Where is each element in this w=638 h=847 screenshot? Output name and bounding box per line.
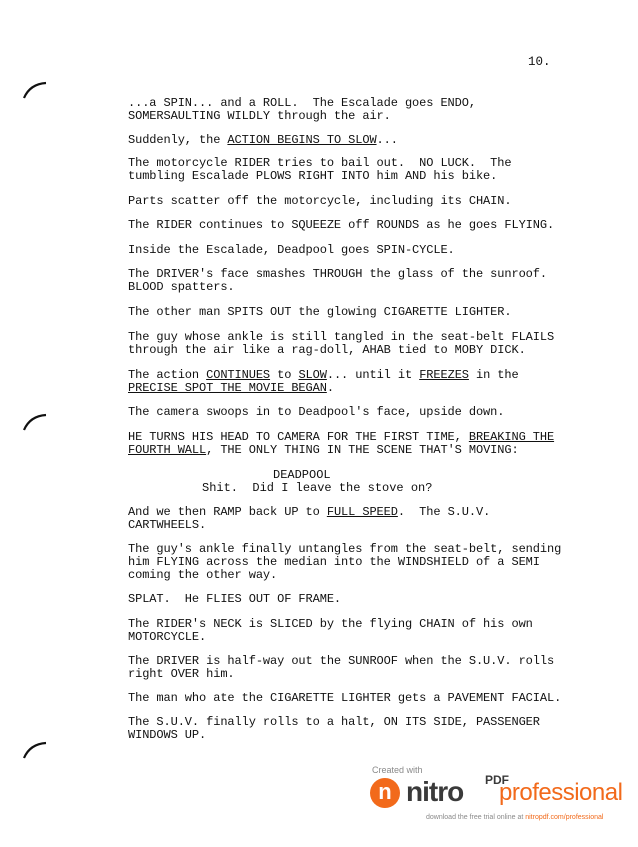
action-paragraph: [128, 593, 578, 606]
created-with-label: Created with: [372, 765, 423, 775]
action-paragraph: [128, 195, 578, 208]
action-paragraph: [128, 655, 578, 681]
text-run: The man who ate the CIGARETTE LIGHTER gets a PAVEMENT FACIAL.: [128, 691, 562, 705]
text-run: Inside the Escalade, Deadpool goes SPIN-CYCLE.: [128, 243, 455, 257]
text-run: And we then RAMP back UP to: [128, 505, 327, 519]
text-run: The guy whose ankle is still tangled in the seat-belt FLAILS through the air like a rag-doll, AHAB tied to MOBY DICK.: [128, 330, 555, 357]
action-paragraph: [128, 543, 578, 582]
hole-punch-mark-icon: [20, 412, 50, 432]
underlined-text: PRECISE SPOT THE MOVIE BEGAN: [128, 381, 327, 395]
underlined-text: SLOW: [298, 368, 327, 382]
action-paragraph: [128, 244, 578, 257]
page-number: 10.: [528, 55, 551, 69]
text-run: The DRIVER is half-way out the SUNROOF when the S.U.V. rolls right OVER him.: [128, 654, 555, 681]
text-run: Suddenly, the: [128, 133, 228, 147]
nitro-brand: nitro: [406, 776, 464, 807]
text-run: The guy's ankle finally untangles from the seat-belt, sending him FLYING across the median into the WINDSHIELD of a SEMI coming the other way.: [128, 542, 562, 582]
text-run: Parts scatter off the motorcycle, including its CHAIN.: [128, 194, 512, 208]
text-run: to: [270, 368, 299, 382]
underlined-text: ACTION BEGINS TO SLOW: [227, 133, 377, 147]
text-run: in the: [476, 368, 519, 382]
action-paragraph: [128, 134, 578, 147]
text-run: The action: [128, 368, 207, 382]
text-run: The RIDER's NECK is SLICED by the flying CHAIN of his own MOTORCYCLE.: [128, 617, 533, 644]
action-paragraph: [128, 331, 578, 357]
text-run: The S.U.V. finally rolls to a halt, ON ITS SIDE, PASSENGER WINDOWS UP.: [128, 715, 540, 742]
nitro-pdf-watermark: [368, 765, 636, 835]
hole-punch-mark-icon: [20, 740, 50, 760]
download-tagline: [426, 814, 603, 821]
text-run: . The S.U.V. CARTWHEELS.: [128, 505, 491, 532]
underlined-text: CONTINUES: [206, 368, 271, 382]
action-paragraph: [128, 97, 578, 123]
text-run: The DRIVER's face smashes THROUGH the glass of the sunroof. BLOOD spatters.: [128, 267, 547, 294]
pdf-brand: PDF: [485, 773, 509, 787]
text-run: .: [326, 381, 334, 395]
text-run: HE TURNS HIS HEAD TO CAMERA FOR THE FIRST TIME,: [128, 430, 469, 444]
text-run: The RIDER continues to SQUEEZE off ROUNDS as he goes FLYING.: [128, 218, 555, 232]
text-run: The other man SPITS OUT the glowing CIGARETTE LIGHTER.: [128, 305, 512, 319]
underlined-text: FULL SPEED: [326, 505, 398, 519]
underlined-text: BREAKING THE FOURTH WALL: [128, 430, 555, 457]
nitro-logo-icon: n: [370, 778, 400, 808]
tagline-prefix: download the free trial online at: [426, 814, 526, 821]
professional-brand: professional: [499, 779, 623, 806]
tagline-link[interactable]: nitropdf.com/professional: [525, 814, 604, 821]
action-paragraph: [128, 369, 578, 395]
action-paragraph: [128, 157, 578, 183]
underlined-text: FREEZES: [419, 368, 469, 382]
action-paragraph: [128, 716, 578, 742]
dialogue-line: Shit. Did I leave the stove on?: [202, 481, 433, 495]
dialogue-character: DEADPOOL: [273, 468, 331, 482]
action-paragraph: [128, 431, 578, 457]
action-paragraph: [128, 506, 578, 532]
action-paragraph: [128, 692, 578, 705]
action-paragraph: [128, 268, 578, 294]
action-paragraph: [128, 406, 578, 419]
text-run: The camera swoops in to Deadpool's face, upside down.: [128, 405, 505, 419]
action-paragraph: [128, 306, 578, 319]
text-run: ... until it: [326, 368, 420, 382]
text-run: SPLAT. He FLIES OUT OF FRAME.: [128, 592, 342, 606]
action-paragraph: [128, 618, 578, 644]
hole-punch-mark-icon: [20, 80, 50, 100]
text-run: ...: [376, 133, 398, 147]
text-run: The motorcycle RIDER tries to bail out. NO LUCK. The tumbling Escalade PLOWS RIGHT INTO him AND his bike.: [128, 156, 512, 183]
text-run: , THE ONLY THING IN THE SCENE THAT'S MOVING:: [206, 443, 519, 457]
action-paragraph: [128, 219, 578, 232]
text-run: ...a SPIN... and a ROLL. The Escalade goes ENDO, SOMERSAULTING WILDLY through the air.: [128, 96, 476, 123]
